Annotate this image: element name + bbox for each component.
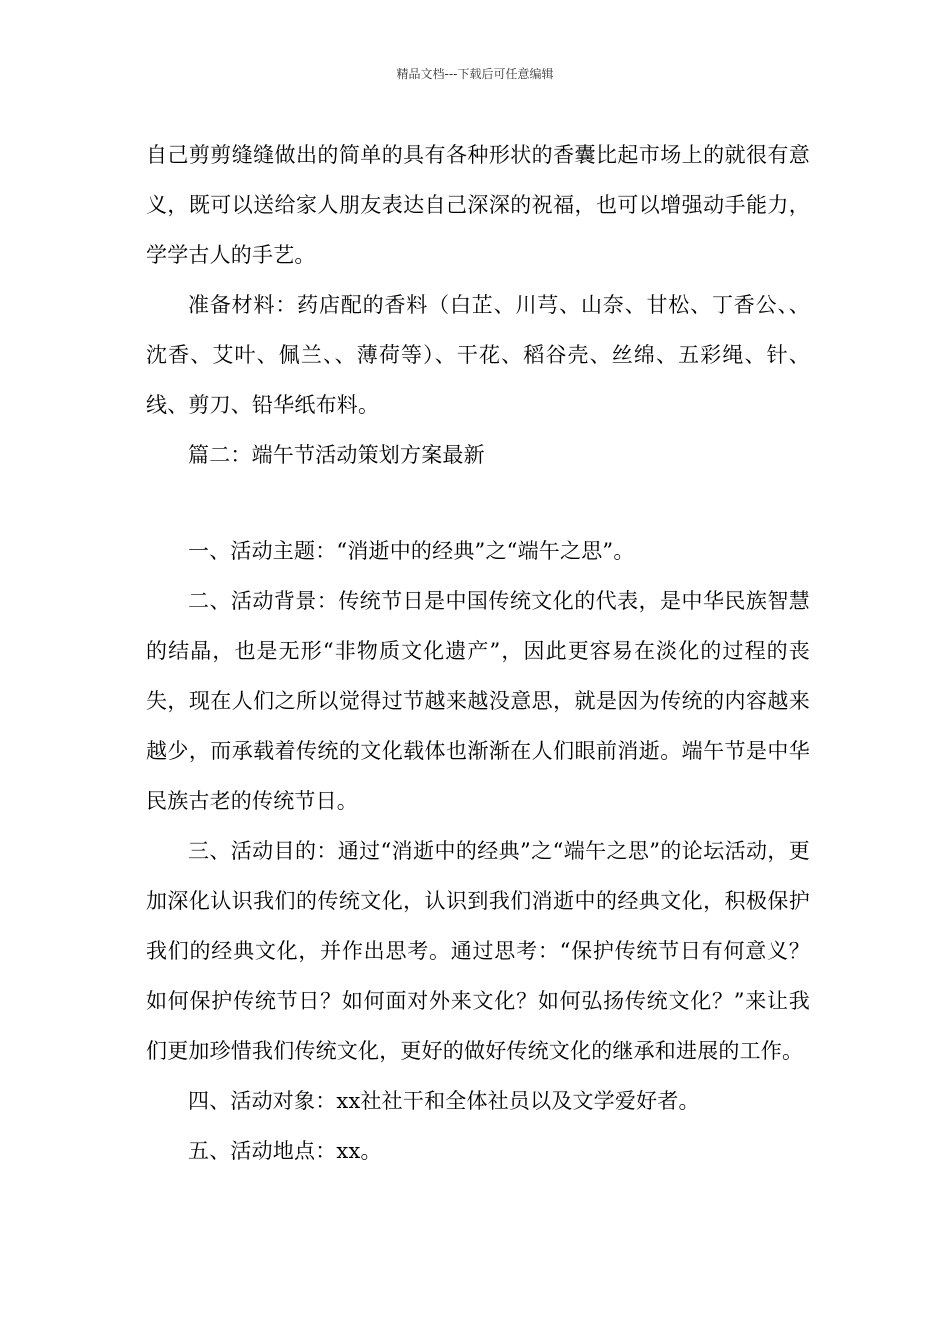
paragraph-purpose: 三、活动目的：通过“消逝中的经典”之“端午之思”的论坛活动，更加深化认识我们的传统文化，认识到我们消逝中的经典文化，积极保护我们的经典文化，并作出思考。通过思考：“保护传统节日有何意义？如何保护传统节日？如何面对外来文化？如何弘扬传统文化？”来让我们更加珍惜我们传统文化，更好的做好传统文化的继承和进展的工作。: [146, 839, 810, 1063]
paragraph-theme: 一、活动主题：“消逝中的经典”之“端午之思”。: [188, 539, 635, 563]
paragraph-background: 二、活动背景：传统节日是中国传统文化的代表，是中华民族智慧的结晶，也是无形“非物质文化遗产”，因此更容易在淡化的过程的丧失，现在人们之所以觉得过节越来越没意思，就是因为传统的内容越来越少，而承载着传统的文化载体也渐渐在人们眼前消逝。端午节是中华民族古老的传统节日。: [146, 589, 810, 813]
document-body: [146, 130, 810, 1176]
paragraph-sachet-intro: 自己剪剪缝缝做出的简单的具有各种形状的香囊比起市场上的就很有意义，既可以送给家人朋友表达自己深深的祝福，也可以增强动手能力，学学古人的手艺。: [146, 143, 810, 267]
page-header: 精品文档---下载后可任意编辑: [396, 67, 554, 81]
paragraph-location: 五、活动地点：xx。: [188, 1139, 382, 1163]
paragraph-materials: 准备材料：药店配的香料（白芷、川芎、山奈、甘松、丁香公、、沈香、艾叶、佩兰、、薄荷等）、干花、稻谷壳、丝绵、五彩绳、针、线、剪刀、铅华纸布料。: [146, 293, 810, 417]
section-title: 篇二：端午节活动策划方案最新: [188, 443, 485, 467]
blank-line: [146, 480, 810, 526]
paragraph-audience: 四、活动对象：xx社社干和全体社员以及文学爱好者。: [188, 1089, 700, 1113]
